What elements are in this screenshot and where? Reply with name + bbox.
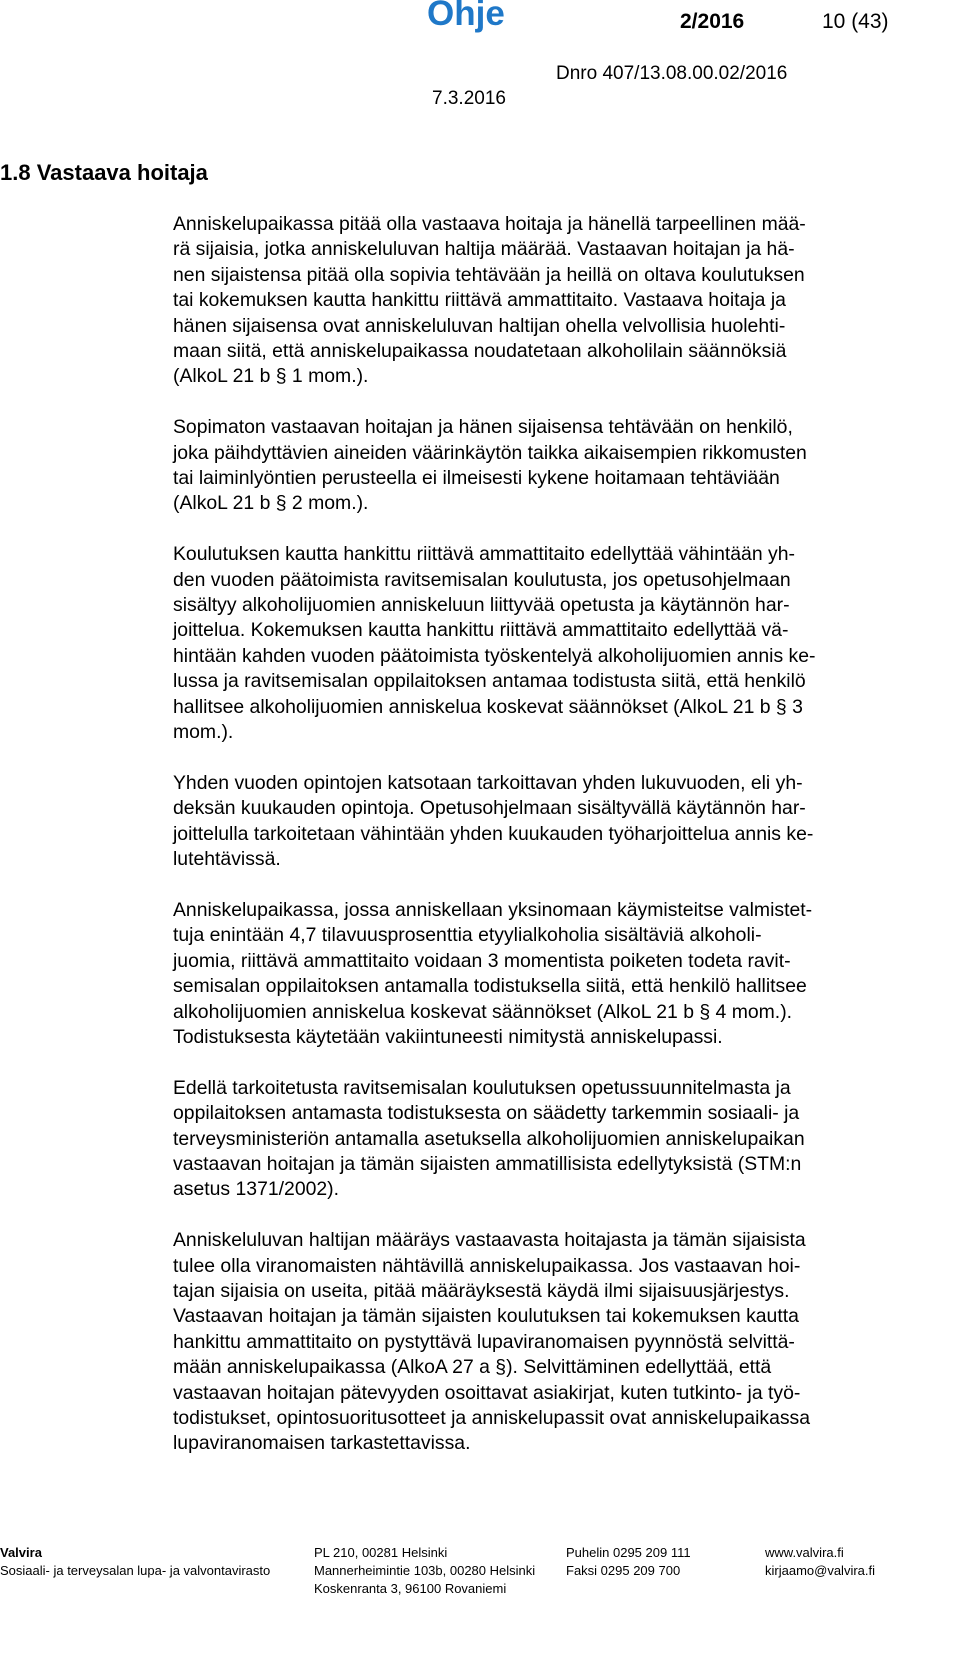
- document-date: 7.3.2016: [432, 88, 506, 109]
- text-line: terveysministeriön antamalla asetuksella alkoholijuomien anniskelupaikan: [173, 1127, 805, 1150]
- text-line: rä sijaisia, jotka anniskeluluvan haltija määrää. Vastaavan hoitajan ja hä-: [173, 238, 795, 261]
- text-line: semisalan oppilaitoksen antamalla todistuksella siitä, että henkilö hallitsee: [173, 975, 807, 998]
- text-line: hallitsee alkoholijuomien anniskelua koskevat säännökset (AlkoL 21 b § 3: [173, 695, 803, 718]
- text-line: hänen sijaisensa ovat anniskeluluvan haltijan ohella velvollisia huolehti-: [173, 314, 786, 337]
- page-number: 10 (43): [822, 10, 889, 33]
- text-line: oppilaitoksen antamasta todistuksesta on säädetty tarkemmin sosiaali- ja: [173, 1102, 800, 1125]
- text-line: sisältyy alkoholijuomien anniskeluun liittyvää opetusta ja käytännön har-: [173, 594, 790, 617]
- text-line: lussa ja ravitsemisalan oppilaitoksen antamaa todistusta siitä, että henkilö: [173, 670, 806, 693]
- footer-org-name: Valvira: [0, 1545, 42, 1560]
- record-number: Dnro 407/13.08.00.02/2016: [556, 63, 788, 84]
- text-line: hintään kahden vuoden päätoimista työskentelyä alkoholijuomien annis ke-: [173, 644, 816, 667]
- text-line: vastaavan hoitajan ja tämän sijaisten ammatillisista edellytyksistä (STM:n: [173, 1152, 802, 1175]
- paragraph: [173, 1076, 903, 1203]
- text-line: tai kokemuksen kautta hankittu riittävä ammattitaito. Vastaava hoitaja ja: [173, 289, 786, 312]
- footer-website-link[interactable]: www.valvira.fi: [765, 1545, 844, 1560]
- body-text: [173, 212, 903, 1482]
- text-line: juomia, riittävä ammattitaito voidaan 3 momentista poiketen todeta ravit-: [173, 949, 791, 972]
- document-number: 2/2016: [680, 10, 745, 33]
- text-line: (AlkoL 21 b § 1 mom.).: [173, 365, 369, 388]
- text-line: lupaviranomaisen tarkastettavissa.: [173, 1432, 471, 1455]
- text-line: joka päihdyttävien aineiden väärinkäytön taikka aikaisempien rikkomusten: [173, 441, 807, 464]
- text-line: mom.).: [173, 721, 234, 744]
- footer-org-full-name: Sosiaali- ja terveysalan lupa- ja valvontavirasto: [0, 1563, 271, 1578]
- text-line: todistukset, opintosuoritusotteet ja anniskelupassit ovat anniskelupaikassa: [173, 1407, 811, 1429]
- footer-phone: Puhelin 0295 209 111: [566, 1545, 691, 1560]
- text-line: Anniskelupaikassa pitää olla vastaava hoitaja ja hänellä tarpeellinen mää-: [173, 213, 806, 235]
- text-line: Todistuksesta käytetään vakiintuneesti nimitystä anniskelupassi.: [173, 1025, 723, 1048]
- text-line: Anniskelupaikassa, jossa anniskellaan yksinomaan käymisteitse valmistet-: [173, 898, 813, 921]
- text-line: lutehtävissä.: [173, 848, 281, 871]
- text-line: maan siitä, että anniskelupaikassa noudatetaan alkoholilain säännöksiä: [173, 340, 787, 363]
- section-heading: 1.8 Vastaava hoitaja: [0, 160, 208, 185]
- paragraph: [173, 415, 903, 517]
- footer-postal-address: PL 210, 00281 Helsinki: [314, 1545, 448, 1560]
- text-line: Edellä tarkoitetusta ravitsemisalan koulutuksen opetussuunnitelmasta ja: [173, 1076, 791, 1099]
- paragraph: [173, 542, 903, 745]
- text-line: vastaavan hoitajan pätevyyden osoittavat asiakirjat, kuten tutkinto- ja työ-: [173, 1381, 801, 1404]
- text-line: Koulutuksen kautta hankittu riittävä ammattitaito edellyttää vähintään yh-: [173, 543, 795, 566]
- text-line: tai laiminlyöntien perusteella ei ilmeisesti kykene hoitamaan tehtäviään: [173, 467, 780, 490]
- footer-email-link[interactable]: kirjaamo@valvira.fi: [765, 1563, 875, 1578]
- text-line: nen sijaistensa pitää olla sopivia tehtävään ja heillä on oltava koulutuksen: [173, 263, 805, 286]
- text-line: deksän kuukauden opintoja. Opetusohjelmaan sisältyvällä käytännön har-: [173, 797, 806, 820]
- text-line: Sopimaton vastaavan hoitajan ja hänen sijaisensa tehtävään on henkilö,: [173, 416, 793, 439]
- text-line: joittelua. Kokemuksen kautta hankittu riittävä ammattitaito edellyttää vä-: [173, 619, 789, 642]
- text-line: tuja enintään 4,7 tilavuusprosenttia etyylialkoholia sisältäviä alkoholi-: [173, 924, 762, 947]
- paragraph: [173, 898, 903, 1050]
- text-line: den vuoden päätoimista ravitsemisalan koulutusta, jos opetusohjelmaan: [173, 568, 791, 591]
- paragraph: [173, 212, 903, 390]
- text-line: tulee olla viranomaisten nähtävillä anniskelupaikassa. Jos vastaavan hoi-: [173, 1254, 801, 1277]
- footer-fax: Faksi 0295 209 700: [566, 1563, 681, 1578]
- text-line: hankittu ammattitaito on pystyttävä lupaviranomaisen pyynnöstä selvittä-: [173, 1330, 795, 1353]
- footer-branch-address: Koskenranta 3, 96100 Rovaniemi: [314, 1581, 507, 1596]
- text-line: Yhden vuoden opintojen katsotaan tarkoittavan yhden lukuvuoden, eli yh-: [173, 771, 803, 794]
- paragraph: [173, 1228, 903, 1457]
- text-line: joittelulla tarkoitetaan vähintään yhden kuukauden työharjoittelua annis ke-: [173, 822, 814, 845]
- text-line: mään anniskelupaikassa (AlkoA 27 a §). Selvittäminen edellyttää, että: [173, 1356, 772, 1379]
- text-line: tajan sijaisia on useita, pitää määräyksestä käydä ilmi sijaisuusjärjestys.: [173, 1279, 790, 1302]
- text-line: alkoholijuomien anniskelua koskevat säännökset (AlkoL 21 b § 4 mom.).: [173, 1000, 793, 1023]
- text-line: asetus 1371/2002).: [173, 1178, 340, 1201]
- text-line: Vastaavan hoitajan ja tämän sijaisten koulutuksen tai kokemuksen kautta: [173, 1305, 799, 1328]
- paragraph: [173, 771, 903, 873]
- document-type: Ohje: [427, 0, 505, 33]
- text-line: Anniskeluluvan haltijan määräys vastaavasta hoitajasta ja tämän sijaisista: [173, 1229, 806, 1252]
- footer-street-address: Mannerheimintie 103b, 00280 Helsinki: [314, 1563, 536, 1578]
- text-line: (AlkoL 21 b § 2 mom.).: [173, 492, 369, 515]
